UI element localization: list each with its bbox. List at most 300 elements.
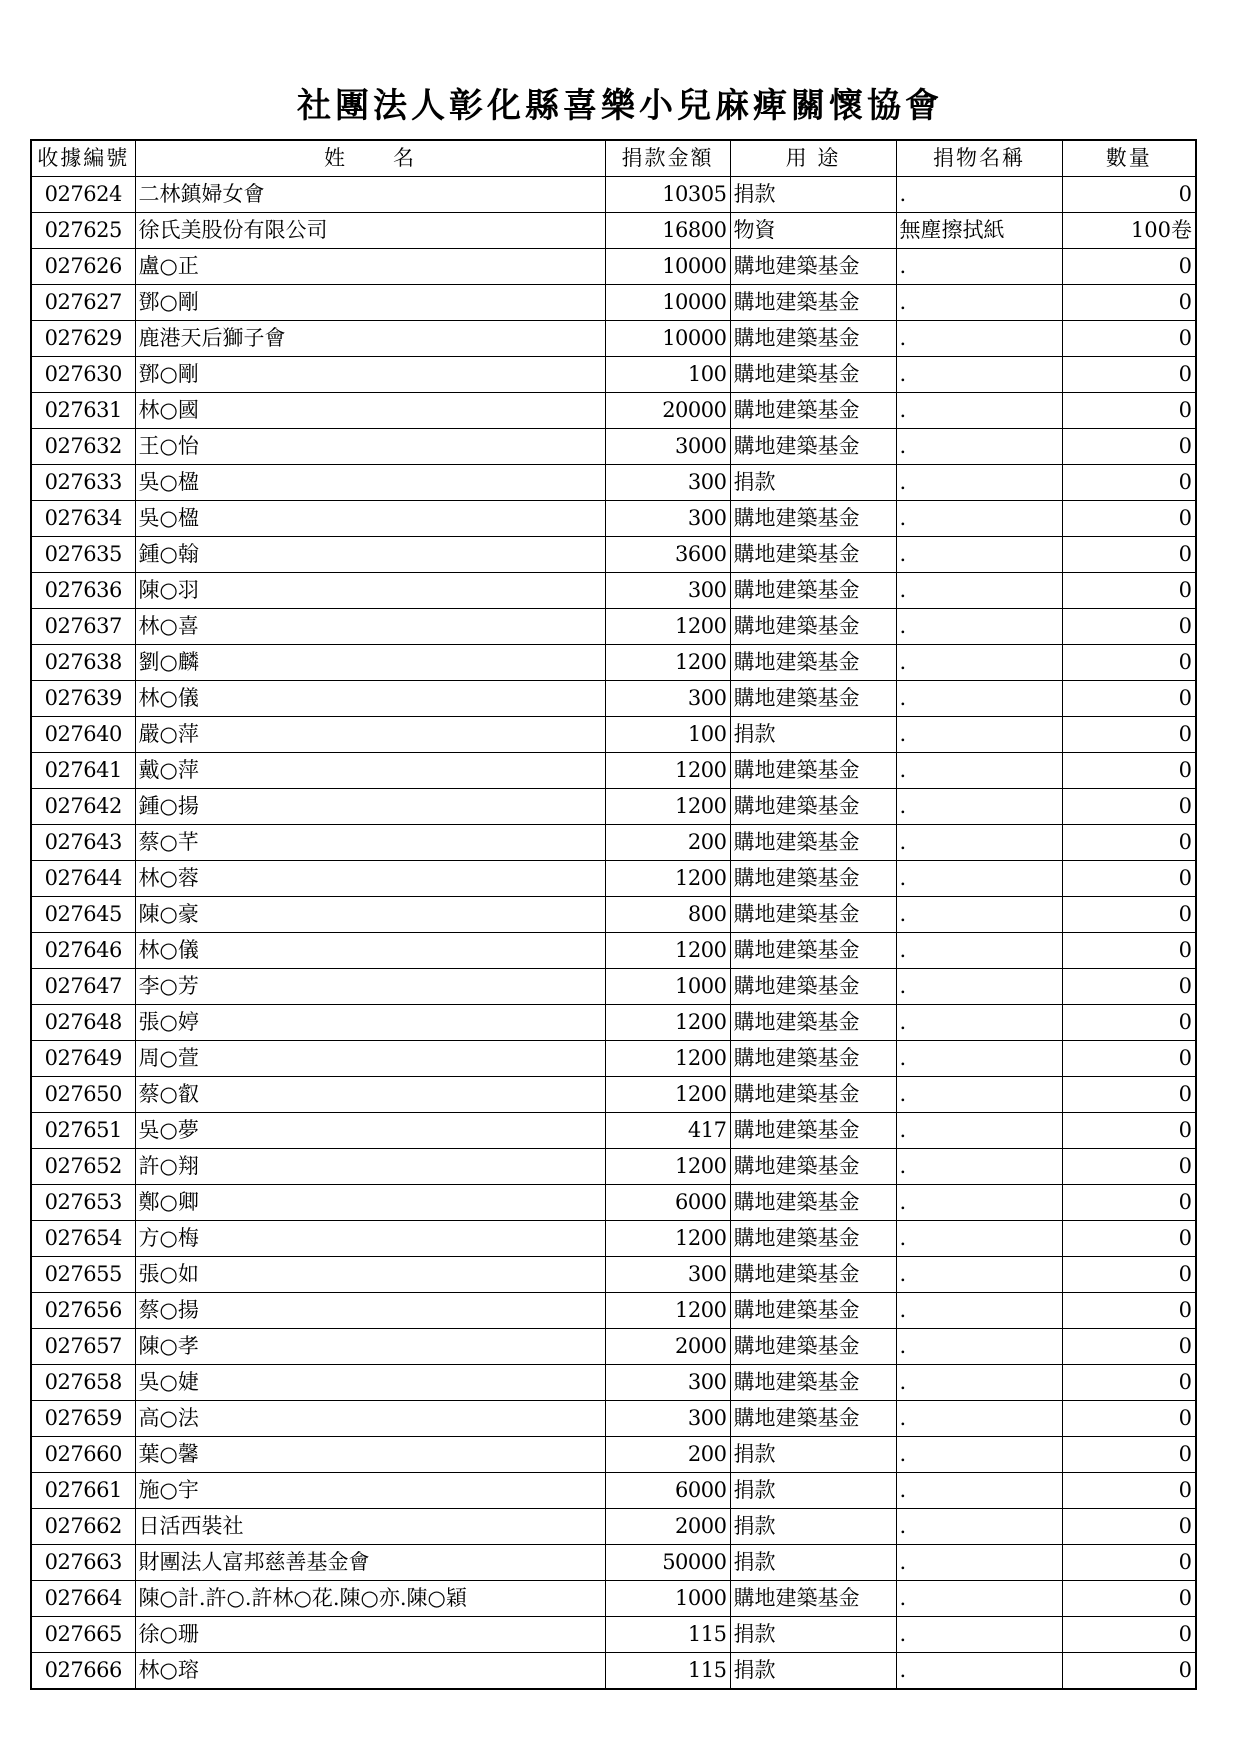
cell-item-name: . [896,1653,1062,1690]
cell-name: 徐氏美股份有限公司 [135,213,605,249]
cell-quantity: 0 [1062,1185,1196,1221]
table-row [31,1401,1196,1437]
cell-name: 蔡○芊 [135,825,605,861]
cell-amount: 1200 [605,1005,730,1041]
cell-item-name: . [896,681,1062,717]
table-row [31,1437,1196,1473]
cell-receipt-no: 027665 [31,1617,135,1653]
cell-quantity: 0 [1062,1365,1196,1401]
table-row [31,177,1196,213]
cell-item-name: . [896,969,1062,1005]
cell-receipt-no: 027661 [31,1473,135,1509]
cell-quantity: 0 [1062,1401,1196,1437]
cell-receipt-no: 027653 [31,1185,135,1221]
cell-amount: 2000 [605,1509,730,1545]
header-name: 姓 名 [135,140,605,177]
cell-receipt-no: 027649 [31,1041,135,1077]
cell-amount: 1000 [605,1581,730,1617]
cell-name: 劉○麟 [135,645,605,681]
cell-purpose: 購地建築基金 [730,429,896,465]
cell-amount: 10000 [605,249,730,285]
cell-quantity: 0 [1062,537,1196,573]
cell-receipt-no: 027636 [31,573,135,609]
cell-name: 林○儀 [135,933,605,969]
table-row [31,285,1196,321]
cell-purpose: 購地建築基金 [730,1365,896,1401]
cell-receipt-no: 027632 [31,429,135,465]
cell-item-name: . [896,753,1062,789]
cell-quantity: 0 [1062,1509,1196,1545]
table-row [31,321,1196,357]
cell-receipt-no: 027642 [31,789,135,825]
cell-amount: 1200 [605,609,730,645]
table-header-row [31,140,1196,177]
cell-name: 陳○羽 [135,573,605,609]
cell-receipt-no: 027657 [31,1329,135,1365]
cell-receipt-no: 027647 [31,969,135,1005]
table-row [31,573,1196,609]
cell-purpose: 捐款 [730,1509,896,1545]
cell-purpose: 購地建築基金 [730,933,896,969]
cell-receipt-no: 027640 [31,717,135,753]
cell-quantity: 0 [1062,1041,1196,1077]
cell-item-name: . [896,537,1062,573]
table-row [31,249,1196,285]
table-row [31,1509,1196,1545]
cell-name: 日活西裝社 [135,1509,605,1545]
cell-name: 張○婷 [135,1005,605,1041]
cell-quantity: 0 [1062,1257,1196,1293]
cell-item-name: . [896,1401,1062,1437]
cell-name: 施○宇 [135,1473,605,1509]
cell-amount: 1200 [605,933,730,969]
cell-amount: 6000 [605,1473,730,1509]
cell-amount: 200 [605,1437,730,1473]
cell-purpose: 捐款 [730,1437,896,1473]
cell-name: 陳○孝 [135,1329,605,1365]
table-row [31,825,1196,861]
cell-quantity: 0 [1062,825,1196,861]
cell-name: 林○儀 [135,681,605,717]
cell-receipt-no: 027651 [31,1113,135,1149]
cell-name: 林○喜 [135,609,605,645]
cell-purpose: 購地建築基金 [730,861,896,897]
cell-item-name: . [896,1509,1062,1545]
donation-table [30,139,1197,1690]
table-row [31,897,1196,933]
header-receipt-no: 收據編號 [31,140,135,177]
cell-name: 林○國 [135,393,605,429]
cell-quantity: 0 [1062,465,1196,501]
cell-purpose: 購地建築基金 [730,357,896,393]
cell-name: 鍾○揚 [135,789,605,825]
cell-name: 周○萱 [135,1041,605,1077]
cell-receipt-no: 027644 [31,861,135,897]
cell-amount: 10000 [605,321,730,357]
cell-item-name: . [896,825,1062,861]
cell-name: 吳○婕 [135,1365,605,1401]
cell-receipt-no: 027624 [31,177,135,213]
header-item-name: 捐物名稱 [896,140,1062,177]
cell-item-name: . [896,249,1062,285]
cell-quantity: 0 [1062,1617,1196,1653]
cell-amount: 115 [605,1617,730,1653]
cell-item-name: . [896,1149,1062,1185]
cell-item-name: . [896,1437,1062,1473]
cell-amount: 800 [605,897,730,933]
cell-amount: 1000 [605,969,730,1005]
cell-name: 鄭○卿 [135,1185,605,1221]
cell-item-name: . [896,1077,1062,1113]
cell-name: 嚴○萍 [135,717,605,753]
page-title: 社團法人彰化縣喜樂小兒麻痺關懷協會 [297,86,943,126]
cell-receipt-no: 027627 [31,285,135,321]
cell-receipt-no: 027656 [31,1293,135,1329]
cell-receipt-no: 027660 [31,1437,135,1473]
cell-amount: 300 [605,681,730,717]
table-row [31,1221,1196,1257]
cell-amount: 417 [605,1113,730,1149]
cell-purpose: 捐款 [730,177,896,213]
table-row [31,1581,1196,1617]
cell-amount: 50000 [605,1545,730,1581]
cell-amount: 300 [605,465,730,501]
cell-quantity: 0 [1062,609,1196,645]
cell-name: 吳○楹 [135,501,605,537]
cell-purpose: 購地建築基金 [730,1005,896,1041]
cell-quantity: 0 [1062,1653,1196,1690]
cell-purpose: 購地建築基金 [730,285,896,321]
cell-purpose: 購地建築基金 [730,1581,896,1617]
cell-amount: 1200 [605,753,730,789]
cell-receipt-no: 027638 [31,645,135,681]
cell-amount: 1200 [605,1077,730,1113]
cell-item-name: . [896,1257,1062,1293]
cell-quantity: 0 [1062,1077,1196,1113]
cell-purpose: 捐款 [730,1617,896,1653]
cell-receipt-no: 027648 [31,1005,135,1041]
cell-purpose: 購地建築基金 [730,573,896,609]
table-row [31,717,1196,753]
table-row [31,1545,1196,1581]
cell-purpose: 捐款 [730,1653,896,1690]
cell-item-name: . [896,1365,1062,1401]
cell-purpose: 購地建築基金 [730,1113,896,1149]
cell-amount: 300 [605,501,730,537]
cell-receipt-no: 027645 [31,897,135,933]
cell-quantity: 0 [1062,1581,1196,1617]
cell-receipt-no: 027641 [31,753,135,789]
cell-amount: 3000 [605,429,730,465]
cell-item-name: . [896,429,1062,465]
table-row [31,861,1196,897]
cell-item-name: . [896,573,1062,609]
cell-receipt-no: 027664 [31,1581,135,1617]
cell-item-name: . [896,645,1062,681]
cell-name: 林○瑢 [135,1653,605,1690]
cell-quantity: 0 [1062,789,1196,825]
cell-name: 戴○萍 [135,753,605,789]
cell-purpose: 購地建築基金 [730,321,896,357]
cell-amount: 1200 [605,1221,730,1257]
cell-item-name: . [896,1041,1062,1077]
table-row [31,789,1196,825]
cell-quantity: 0 [1062,573,1196,609]
cell-receipt-no: 027654 [31,1221,135,1257]
cell-purpose: 購地建築基金 [730,609,896,645]
cell-amount: 1200 [605,861,730,897]
table-row [31,933,1196,969]
cell-item-name: . [896,1545,1062,1581]
table-row [31,681,1196,717]
cell-purpose: 購地建築基金 [730,1401,896,1437]
cell-quantity: 0 [1062,717,1196,753]
cell-receipt-no: 027631 [31,393,135,429]
cell-item-name: . [896,1617,1062,1653]
cell-receipt-no: 027658 [31,1365,135,1401]
table-row [31,1653,1196,1690]
table-row [31,1257,1196,1293]
table-row [31,969,1196,1005]
cell-quantity: 0 [1062,1473,1196,1509]
table-row [31,753,1196,789]
table-row [31,429,1196,465]
cell-name: 高○法 [135,1401,605,1437]
cell-purpose: 物資 [730,213,896,249]
cell-purpose: 購地建築基金 [730,789,896,825]
cell-amount: 1200 [605,1041,730,1077]
cell-receipt-no: 027626 [31,249,135,285]
cell-quantity: 0 [1062,249,1196,285]
cell-purpose: 購地建築基金 [730,897,896,933]
cell-receipt-no: 027637 [31,609,135,645]
cell-receipt-no: 027635 [31,537,135,573]
table-row [31,1113,1196,1149]
cell-purpose: 購地建築基金 [730,753,896,789]
table-row [31,609,1196,645]
cell-purpose: 購地建築基金 [730,645,896,681]
cell-purpose: 購地建築基金 [730,249,896,285]
cell-item-name: . [896,501,1062,537]
cell-quantity: 0 [1062,1437,1196,1473]
cell-name: 二林鎮婦女會 [135,177,605,213]
cell-quantity: 0 [1062,285,1196,321]
cell-receipt-no: 027639 [31,681,135,717]
cell-amount: 300 [605,1257,730,1293]
cell-name: 吳○夢 [135,1113,605,1149]
cell-item-name: . [896,465,1062,501]
cell-amount: 115 [605,1653,730,1690]
header-purpose: 用 途 [730,140,896,177]
table-row [31,213,1196,249]
cell-amount: 1200 [605,789,730,825]
cell-purpose: 購地建築基金 [730,1185,896,1221]
cell-purpose: 捐款 [730,1545,896,1581]
cell-item-name: . [896,861,1062,897]
cell-name: 蔡○揚 [135,1293,605,1329]
cell-quantity: 0 [1062,1293,1196,1329]
cell-amount: 10000 [605,285,730,321]
cell-quantity: 0 [1062,357,1196,393]
cell-purpose: 購地建築基金 [730,1221,896,1257]
table-row [31,1293,1196,1329]
cell-item-name: . [896,1473,1062,1509]
table-row [31,1329,1196,1365]
cell-purpose: 購地建築基金 [730,825,896,861]
cell-amount: 1200 [605,645,730,681]
cell-item-name: . [896,357,1062,393]
cell-item-name: . [896,897,1062,933]
cell-name: 葉○馨 [135,1437,605,1473]
cell-receipt-no: 027630 [31,357,135,393]
table-row [31,465,1196,501]
cell-receipt-no: 027633 [31,465,135,501]
cell-item-name: . [896,177,1062,213]
cell-receipt-no: 027662 [31,1509,135,1545]
cell-amount: 16800 [605,213,730,249]
cell-purpose: 購地建築基金 [730,537,896,573]
table-row [31,1185,1196,1221]
cell-quantity: 0 [1062,177,1196,213]
cell-amount: 200 [605,825,730,861]
cell-item-name: . [896,1581,1062,1617]
cell-purpose: 購地建築基金 [730,501,896,537]
cell-name: 王○怡 [135,429,605,465]
cell-receipt-no: 027655 [31,1257,135,1293]
cell-item-name: . [896,1329,1062,1365]
cell-quantity: 0 [1062,1329,1196,1365]
cell-item-name: . [896,717,1062,753]
table-row [31,1005,1196,1041]
cell-name: 鍾○翰 [135,537,605,573]
cell-amount: 20000 [605,393,730,429]
cell-item-name: . [896,1113,1062,1149]
table-row [31,501,1196,537]
table-row [31,1077,1196,1113]
cell-quantity: 0 [1062,1149,1196,1185]
cell-name: 許○翔 [135,1149,605,1185]
cell-item-name: . [896,321,1062,357]
cell-amount: 300 [605,1365,730,1401]
cell-purpose: 購地建築基金 [730,1041,896,1077]
cell-amount: 1200 [605,1149,730,1185]
cell-name: 張○如 [135,1257,605,1293]
cell-receipt-no: 027625 [31,213,135,249]
cell-item-name: . [896,285,1062,321]
cell-item-name: . [896,1185,1062,1221]
cell-receipt-no: 027650 [31,1077,135,1113]
table-row [31,1617,1196,1653]
cell-purpose: 購地建築基金 [730,1257,896,1293]
cell-name: 李○芳 [135,969,605,1005]
cell-amount: 300 [605,1401,730,1437]
cell-amount: 10305 [605,177,730,213]
table-row [31,1473,1196,1509]
cell-purpose: 購地建築基金 [730,1329,896,1365]
table-row [31,393,1196,429]
cell-amount: 3600 [605,537,730,573]
header-quantity: 數量 [1062,140,1196,177]
cell-purpose: 購地建築基金 [730,1293,896,1329]
table-row [31,1041,1196,1077]
cell-purpose: 購地建築基金 [730,393,896,429]
cell-quantity: 0 [1062,681,1196,717]
cell-item-name: . [896,609,1062,645]
cell-receipt-no: 027646 [31,933,135,969]
cell-name: 陳○計.許○.許林○花.陳○亦.陳○穎 [135,1581,605,1617]
cell-name: 盧○正 [135,249,605,285]
cell-purpose: 捐款 [730,1473,896,1509]
cell-receipt-no: 027629 [31,321,135,357]
cell-amount: 300 [605,573,730,609]
cell-quantity: 0 [1062,933,1196,969]
cell-purpose: 購地建築基金 [730,1077,896,1113]
cell-item-name: . [896,933,1062,969]
cell-purpose: 捐款 [730,465,896,501]
cell-receipt-no: 027659 [31,1401,135,1437]
cell-quantity: 0 [1062,321,1196,357]
cell-name: 鹿港天后獅子會 [135,321,605,357]
cell-quantity: 0 [1062,1221,1196,1257]
cell-purpose: 購地建築基金 [730,969,896,1005]
cell-amount: 100 [605,717,730,753]
cell-name: 徐○珊 [135,1617,605,1653]
cell-quantity: 0 [1062,393,1196,429]
cell-item-name: . [896,789,1062,825]
cell-name: 鄧○剛 [135,357,605,393]
cell-quantity: 0 [1062,969,1196,1005]
cell-purpose: 購地建築基金 [730,1149,896,1185]
cell-quantity: 0 [1062,753,1196,789]
cell-quantity: 100卷 [1062,213,1196,249]
cell-receipt-no: 027643 [31,825,135,861]
cell-quantity: 0 [1062,1005,1196,1041]
cell-item-name: . [896,393,1062,429]
cell-quantity: 0 [1062,1545,1196,1581]
table-row [31,357,1196,393]
header-amount: 捐款金額 [605,140,730,177]
cell-purpose: 捐款 [730,717,896,753]
cell-name: 財團法人富邦慈善基金會 [135,1545,605,1581]
cell-purpose: 購地建築基金 [730,681,896,717]
table-row [31,1365,1196,1401]
table-row [31,645,1196,681]
cell-amount: 100 [605,357,730,393]
cell-quantity: 0 [1062,429,1196,465]
cell-name: 林○蓉 [135,861,605,897]
cell-quantity: 0 [1062,1113,1196,1149]
table-row [31,1149,1196,1185]
cell-receipt-no: 027634 [31,501,135,537]
cell-item-name: . [896,1005,1062,1041]
cell-quantity: 0 [1062,645,1196,681]
cell-name: 鄧○剛 [135,285,605,321]
cell-name: 蔡○叡 [135,1077,605,1113]
cell-name: 方○梅 [135,1221,605,1257]
cell-name: 陳○豪 [135,897,605,933]
cell-item-name: 無塵擦拭紙 [896,213,1062,249]
cell-amount: 2000 [605,1329,730,1365]
cell-item-name: . [896,1293,1062,1329]
cell-receipt-no: 027663 [31,1545,135,1581]
cell-quantity: 0 [1062,501,1196,537]
cell-amount: 1200 [605,1293,730,1329]
cell-receipt-no: 027652 [31,1149,135,1185]
cell-quantity: 0 [1062,861,1196,897]
table-row [31,537,1196,573]
cell-quantity: 0 [1062,897,1196,933]
cell-name: 吳○楹 [135,465,605,501]
